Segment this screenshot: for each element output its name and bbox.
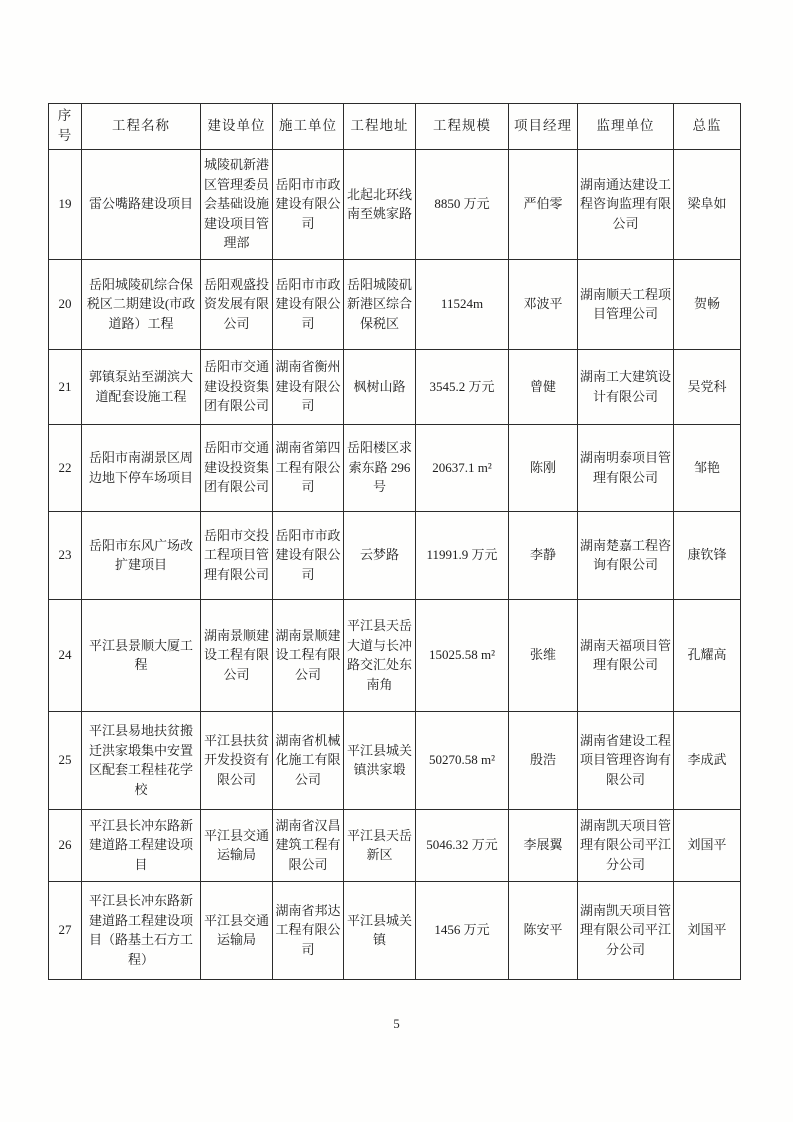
cell-supervision-unit: 湖南明泰项目管理有限公司 (578, 424, 674, 511)
cell-owner-unit: 岳阳市交通建设投资集团有限公司 (201, 424, 273, 511)
cell-owner-unit: 平江县交通运输局 (201, 881, 273, 979)
cell-no: 24 (49, 599, 82, 711)
cell-scale: 50270.58 m² (416, 711, 509, 809)
cell-project-manager: 曾健 (509, 349, 578, 424)
cell-scale: 20637.1 m² (416, 424, 509, 511)
cell-owner-unit: 平江县交通运输局 (201, 809, 273, 881)
cell-owner-unit: 岳阳市交投工程项目管理有限公司 (201, 511, 273, 599)
cell-chief-supervisor: 康钦锋 (674, 511, 741, 599)
cell-supervision-unit: 湖南楚嘉工程咨询有限公司 (578, 511, 674, 599)
cell-project-manager: 陈安平 (509, 881, 578, 979)
col-header-project-name: 工程名称 (82, 104, 201, 150)
cell-chief-supervisor: 刘国平 (674, 881, 741, 979)
cell-supervision-unit: 湖南凯天项目管理有限公司平江分公司 (578, 809, 674, 881)
col-header-project-manager: 项目经理 (509, 104, 578, 150)
cell-owner-unit: 城陵矶新港区管理委员会基础设施建设项目管理部 (201, 149, 273, 259)
table-row (49, 711, 741, 809)
cell-chief-supervisor: 吴党科 (674, 349, 741, 424)
cell-no: 23 (49, 511, 82, 599)
cell-project-name: 雷公嘴路建设项目 (82, 149, 201, 259)
cell-contractor-unit: 湖南省邦达工程有限公司 (273, 881, 344, 979)
col-header-no: 序号 (49, 104, 82, 150)
cell-scale: 3545.2 万元 (416, 349, 509, 424)
cell-chief-supervisor: 刘国平 (674, 809, 741, 881)
cell-project-name: 岳阳市南湖景区周边地下停车场项目 (82, 424, 201, 511)
table-row (49, 424, 741, 511)
table-row (49, 149, 741, 259)
cell-no: 26 (49, 809, 82, 881)
cell-project-name: 平江县景顺大厦工程 (82, 599, 201, 711)
page-number: 5 (393, 1016, 400, 1031)
cell-project-manager: 邓波平 (509, 259, 578, 349)
cell-address: 枫树山路 (344, 349, 416, 424)
cell-scale: 11991.9 万元 (416, 511, 509, 599)
cell-chief-supervisor: 贺畅 (674, 259, 741, 349)
cell-no: 25 (49, 711, 82, 809)
table-row (49, 881, 741, 979)
cell-address: 岳阳城陵矶新港区综合保税区 (344, 259, 416, 349)
projects-table (48, 103, 741, 980)
cell-project-name: 平江县长冲东路新建道路工程建设项目（路基土石方工程） (82, 881, 201, 979)
table-row (49, 511, 741, 599)
cell-project-manager: 殷浩 (509, 711, 578, 809)
col-header-supervision-unit: 监理单位 (578, 104, 674, 150)
cell-project-name: 平江县长冲东路新建道路工程建设项目 (82, 809, 201, 881)
cell-no: 21 (49, 349, 82, 424)
cell-no: 20 (49, 259, 82, 349)
cell-owner-unit: 平江县扶贫开发投资有限公司 (201, 711, 273, 809)
cell-scale: 5046.32 万元 (416, 809, 509, 881)
cell-project-name: 岳阳城陵矶综合保税区二期建设(市政道路）工程 (82, 259, 201, 349)
cell-chief-supervisor: 李成武 (674, 711, 741, 809)
table-row (49, 809, 741, 881)
col-header-owner-unit: 建设单位 (201, 104, 273, 150)
cell-supervision-unit: 湖南凯天项目管理有限公司平江分公司 (578, 881, 674, 979)
cell-contractor-unit: 湖南省汉昌建筑工程有限公司 (273, 809, 344, 881)
cell-project-manager: 陈刚 (509, 424, 578, 511)
cell-contractor-unit: 岳阳市市政建设有限公司 (273, 511, 344, 599)
cell-scale: 11524m (416, 259, 509, 349)
table-header-row (49, 104, 741, 150)
cell-address: 平江县城关镇 (344, 881, 416, 979)
cell-scale: 8850 万元 (416, 149, 509, 259)
cell-address: 平江县天岳大道与长冲路交汇处东南角 (344, 599, 416, 711)
col-header-address: 工程地址 (344, 104, 416, 150)
col-header-chief-supervisor: 总监 (674, 104, 741, 150)
cell-owner-unit: 岳阳市交通建设投资集团有限公司 (201, 349, 273, 424)
cell-project-name: 平江县易地扶贫搬迁洪家塅集中安置区配套工程桂花学校 (82, 711, 201, 809)
cell-address: 岳阳楼区求索东路 296 号 (344, 424, 416, 511)
cell-supervision-unit: 湖南顺天工程项目管理公司 (578, 259, 674, 349)
cell-no: 22 (49, 424, 82, 511)
cell-project-name: 郭镇泵站至湖滨大道配套设施工程 (82, 349, 201, 424)
cell-project-manager: 严伯零 (509, 149, 578, 259)
cell-contractor-unit: 湖南省机械化施工有限公司 (273, 711, 344, 809)
cell-supervision-unit: 湖南通达建设工程咨询监理有限公司 (578, 149, 674, 259)
cell-chief-supervisor: 梁阜如 (674, 149, 741, 259)
cell-address: 云梦路 (344, 511, 416, 599)
table-row (49, 259, 741, 349)
cell-no: 27 (49, 881, 82, 979)
cell-owner-unit: 岳阳观盛投资发展有限公司 (201, 259, 273, 349)
cell-contractor-unit: 湖南省衡州建设有限公司 (273, 349, 344, 424)
cell-project-manager: 张维 (509, 599, 578, 711)
table-row (49, 599, 741, 711)
cell-scale: 15025.58 m² (416, 599, 509, 711)
cell-project-manager: 李展翼 (509, 809, 578, 881)
cell-supervision-unit: 湖南工大建筑设计有限公司 (578, 349, 674, 424)
cell-address: 平江县城关镇洪家塅 (344, 711, 416, 809)
cell-owner-unit: 湖南景顺建设工程有限公司 (201, 599, 273, 711)
cell-chief-supervisor: 孔耀高 (674, 599, 741, 711)
cell-no: 19 (49, 149, 82, 259)
cell-address: 北起北环线南至姚家路 (344, 149, 416, 259)
cell-contractor-unit: 湖南省第四工程有限公司 (273, 424, 344, 511)
cell-supervision-unit: 湖南省建设工程项目管理咨询有限公司 (578, 711, 674, 809)
cell-contractor-unit: 岳阳市市政建设有限公司 (273, 259, 344, 349)
cell-supervision-unit: 湖南天福项目管理有限公司 (578, 599, 674, 711)
cell-contractor-unit: 岳阳市市政建设有限公司 (273, 149, 344, 259)
cell-project-manager: 李静 (509, 511, 578, 599)
table-row (49, 349, 741, 424)
cell-chief-supervisor: 邹艳 (674, 424, 741, 511)
cell-scale: 1456 万元 (416, 881, 509, 979)
col-header-contractor-unit: 施工单位 (273, 104, 344, 150)
cell-contractor-unit: 湖南景顺建设工程有限公司 (273, 599, 344, 711)
cell-project-name: 岳阳市东风广场改扩建项目 (82, 511, 201, 599)
cell-address: 平江县天岳新区 (344, 809, 416, 881)
col-header-scale: 工程规模 (416, 104, 509, 150)
